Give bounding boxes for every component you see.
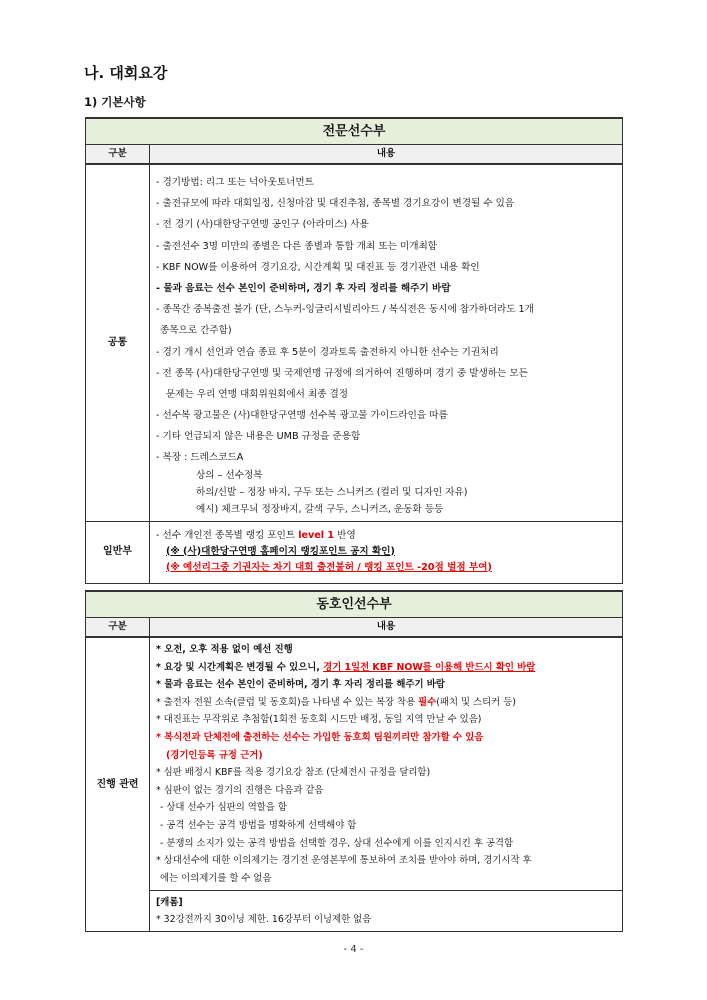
- pro-table-title: 전문선수부: [86, 118, 623, 145]
- list-item: (경기인등록 규정 근거): [166, 749, 263, 761]
- pro-table: [85, 117, 623, 584]
- list-item: 에는 이의제기를 할 수 없음: [160, 872, 272, 884]
- list-item: * 출전자 전원 소속(클럽 및 동호회)을 나타낼 수 있는 복장 착용 필수(패치 및 스티커 등): [156, 696, 516, 708]
- kbf-now-note: 경기 1일전 KBF NOW를 이용해 반드시 확인 바람: [323, 661, 536, 673]
- amateur-table-title: 동호인선수부: [86, 591, 623, 618]
- list-item: (※ (사)대한당구연맹 홈페이지 랭킹포인트 공지 확인): [166, 545, 395, 557]
- list-item: * 32강전까지 30이닝 제한. 16강부터 이닝제한 없음: [156, 914, 372, 926]
- list-item: - 선수 개인전 종목별 랭킹 포인트 level 1 반영: [156, 529, 356, 541]
- required-note: 필수: [418, 696, 437, 708]
- list-item: * 복식전과 단체전에 출전하는 선수는 가입한 동호회 팀원끼리만 참가할 수 있음: [156, 731, 484, 743]
- pro-general-content: [150, 521, 623, 583]
- carom-label: [캐롬]: [156, 897, 183, 909]
- amateur-category: 진행 관련: [86, 637, 150, 932]
- list-item: - 경기방법: 리그 또는 넉아웃토너먼트: [156, 177, 314, 188]
- list-item: - 전 종목 (사)대한당구연맹 및 국제연맹 규정에 의거하여 진행하며 경기 중 발생하는 모든: [156, 367, 528, 379]
- list-item: * 대진표는 무작위로 추첨함(1회전 동호회 시드만 배정, 동일 지역 만날 수 있음): [156, 714, 482, 726]
- amateur-col-category: 구분: [86, 618, 150, 638]
- list-item: * 요강 및 시간계획은 변경될 수 있으니, 경기 1일전 KBF NOW를 이용해 반드시 확인 바람: [156, 661, 536, 673]
- list-item: - 출전선수 3명 미만의 종별은 다른 종별과 통합 개최 또는 미개최함: [156, 240, 438, 252]
- list-item: - 분쟁의 소지가 있는 공격 방법을 선택할 경우, 상대 선수에게 이를 인지시킨 후 공격함: [160, 837, 514, 849]
- list-item: - 기타 언급되지 않은 내용은 UMB 규정을 준용함: [156, 431, 361, 443]
- list-item: 하의/신발 – 정장 바지, 구두 또는 스니커즈 (컬러 및 디자인 자유): [196, 486, 468, 498]
- list-item: - 물과 음료는 선수 본인이 준비하며, 경기 후 자리 정리를 해주기 바람: [156, 283, 451, 295]
- list-item: - KBF NOW를 이용하여 경기요강, 시간계획 및 대진표 등 경기관련 내용 확인: [156, 261, 480, 273]
- amateur-table: [85, 590, 623, 932]
- pro-common-category: 공통: [86, 164, 150, 521]
- amateur-carom-content: [150, 891, 623, 932]
- list-item: - 전 경기 (사)대한당구연맹 공인구 (아라미스) 사용: [156, 219, 369, 231]
- page-number: - 4 -: [343, 944, 364, 955]
- list-item: - 복장 : 드레스코드A: [156, 451, 244, 463]
- list-item: 상의 – 선수정복: [196, 469, 263, 481]
- pro-col-content: 내용: [150, 145, 623, 165]
- ranking-level: level 1: [298, 529, 335, 541]
- amateur-content: [150, 637, 623, 891]
- list-item: * 오전, 오후 적용 없이 예선 진행: [156, 644, 293, 655]
- subsection-heading: 1) 기본사항: [84, 95, 146, 109]
- list-item: - 상대 선수가 심판의 역할을 함: [160, 802, 287, 814]
- list-item: - 경기 개시 선언과 연습 종료 후 5분이 경과토록 출전하지 아니한 선수는 기권처리: [156, 346, 499, 358]
- list-item: - 공격 선수는 공격 방법을 명확하게 선택해야 함: [160, 819, 357, 831]
- pro-general-category: 일반부: [86, 521, 150, 583]
- list-item: - 종목간 중복출전 불가 (단, 스누커-잉글리시빌리아드 / 복식전은 동시에 참가하더라도 1개: [156, 304, 534, 316]
- amateur-col-content: 내용: [150, 618, 623, 638]
- list-item: * 심판 배정시 KBF를 적용 경기요강 참조 (단체전시 규정을 달리함): [156, 767, 431, 779]
- section-heading: 나. 대회요강: [84, 64, 168, 82]
- list-item: * 심판이 없는 경기의 진행은 다음과 같음: [156, 784, 324, 796]
- pro-col-category: 구분: [86, 145, 150, 165]
- list-item: (※ 예선리그중 기권자는 차기 대회 출전불허 / 랭킹 포인트 -20점 벌점 부여): [166, 561, 492, 573]
- list-item: - 출전규모에 따라 대회일정, 신청마감 및 대진추첨, 종목별 경기요강이 변경될 수 있음: [156, 198, 515, 210]
- list-item: 문제는 우리 연맹 대회위원회에서 최종 결정: [166, 389, 349, 401]
- list-item: * 물과 음료는 선수 본인이 준비하며, 경기 후 자리 정리를 해주기 바람: [156, 679, 445, 691]
- list-item: - 선수복 광고물은 (사)대한당구연맹 선수복 광고물 가이드라인을 따름: [156, 410, 448, 422]
- list-item: * 상대선수에 대한 이의제기는 경기전 운영본부에 통보하여 조치를 받아야 하며, 경기시작 후: [156, 855, 532, 867]
- pro-common-content: [150, 164, 623, 521]
- list-item: 종목으로 간주함): [160, 325, 232, 337]
- list-item: 예시) 체크무늬 정장바지, 갈색 구두, 스니커즈, 운동화 등등: [196, 503, 444, 515]
